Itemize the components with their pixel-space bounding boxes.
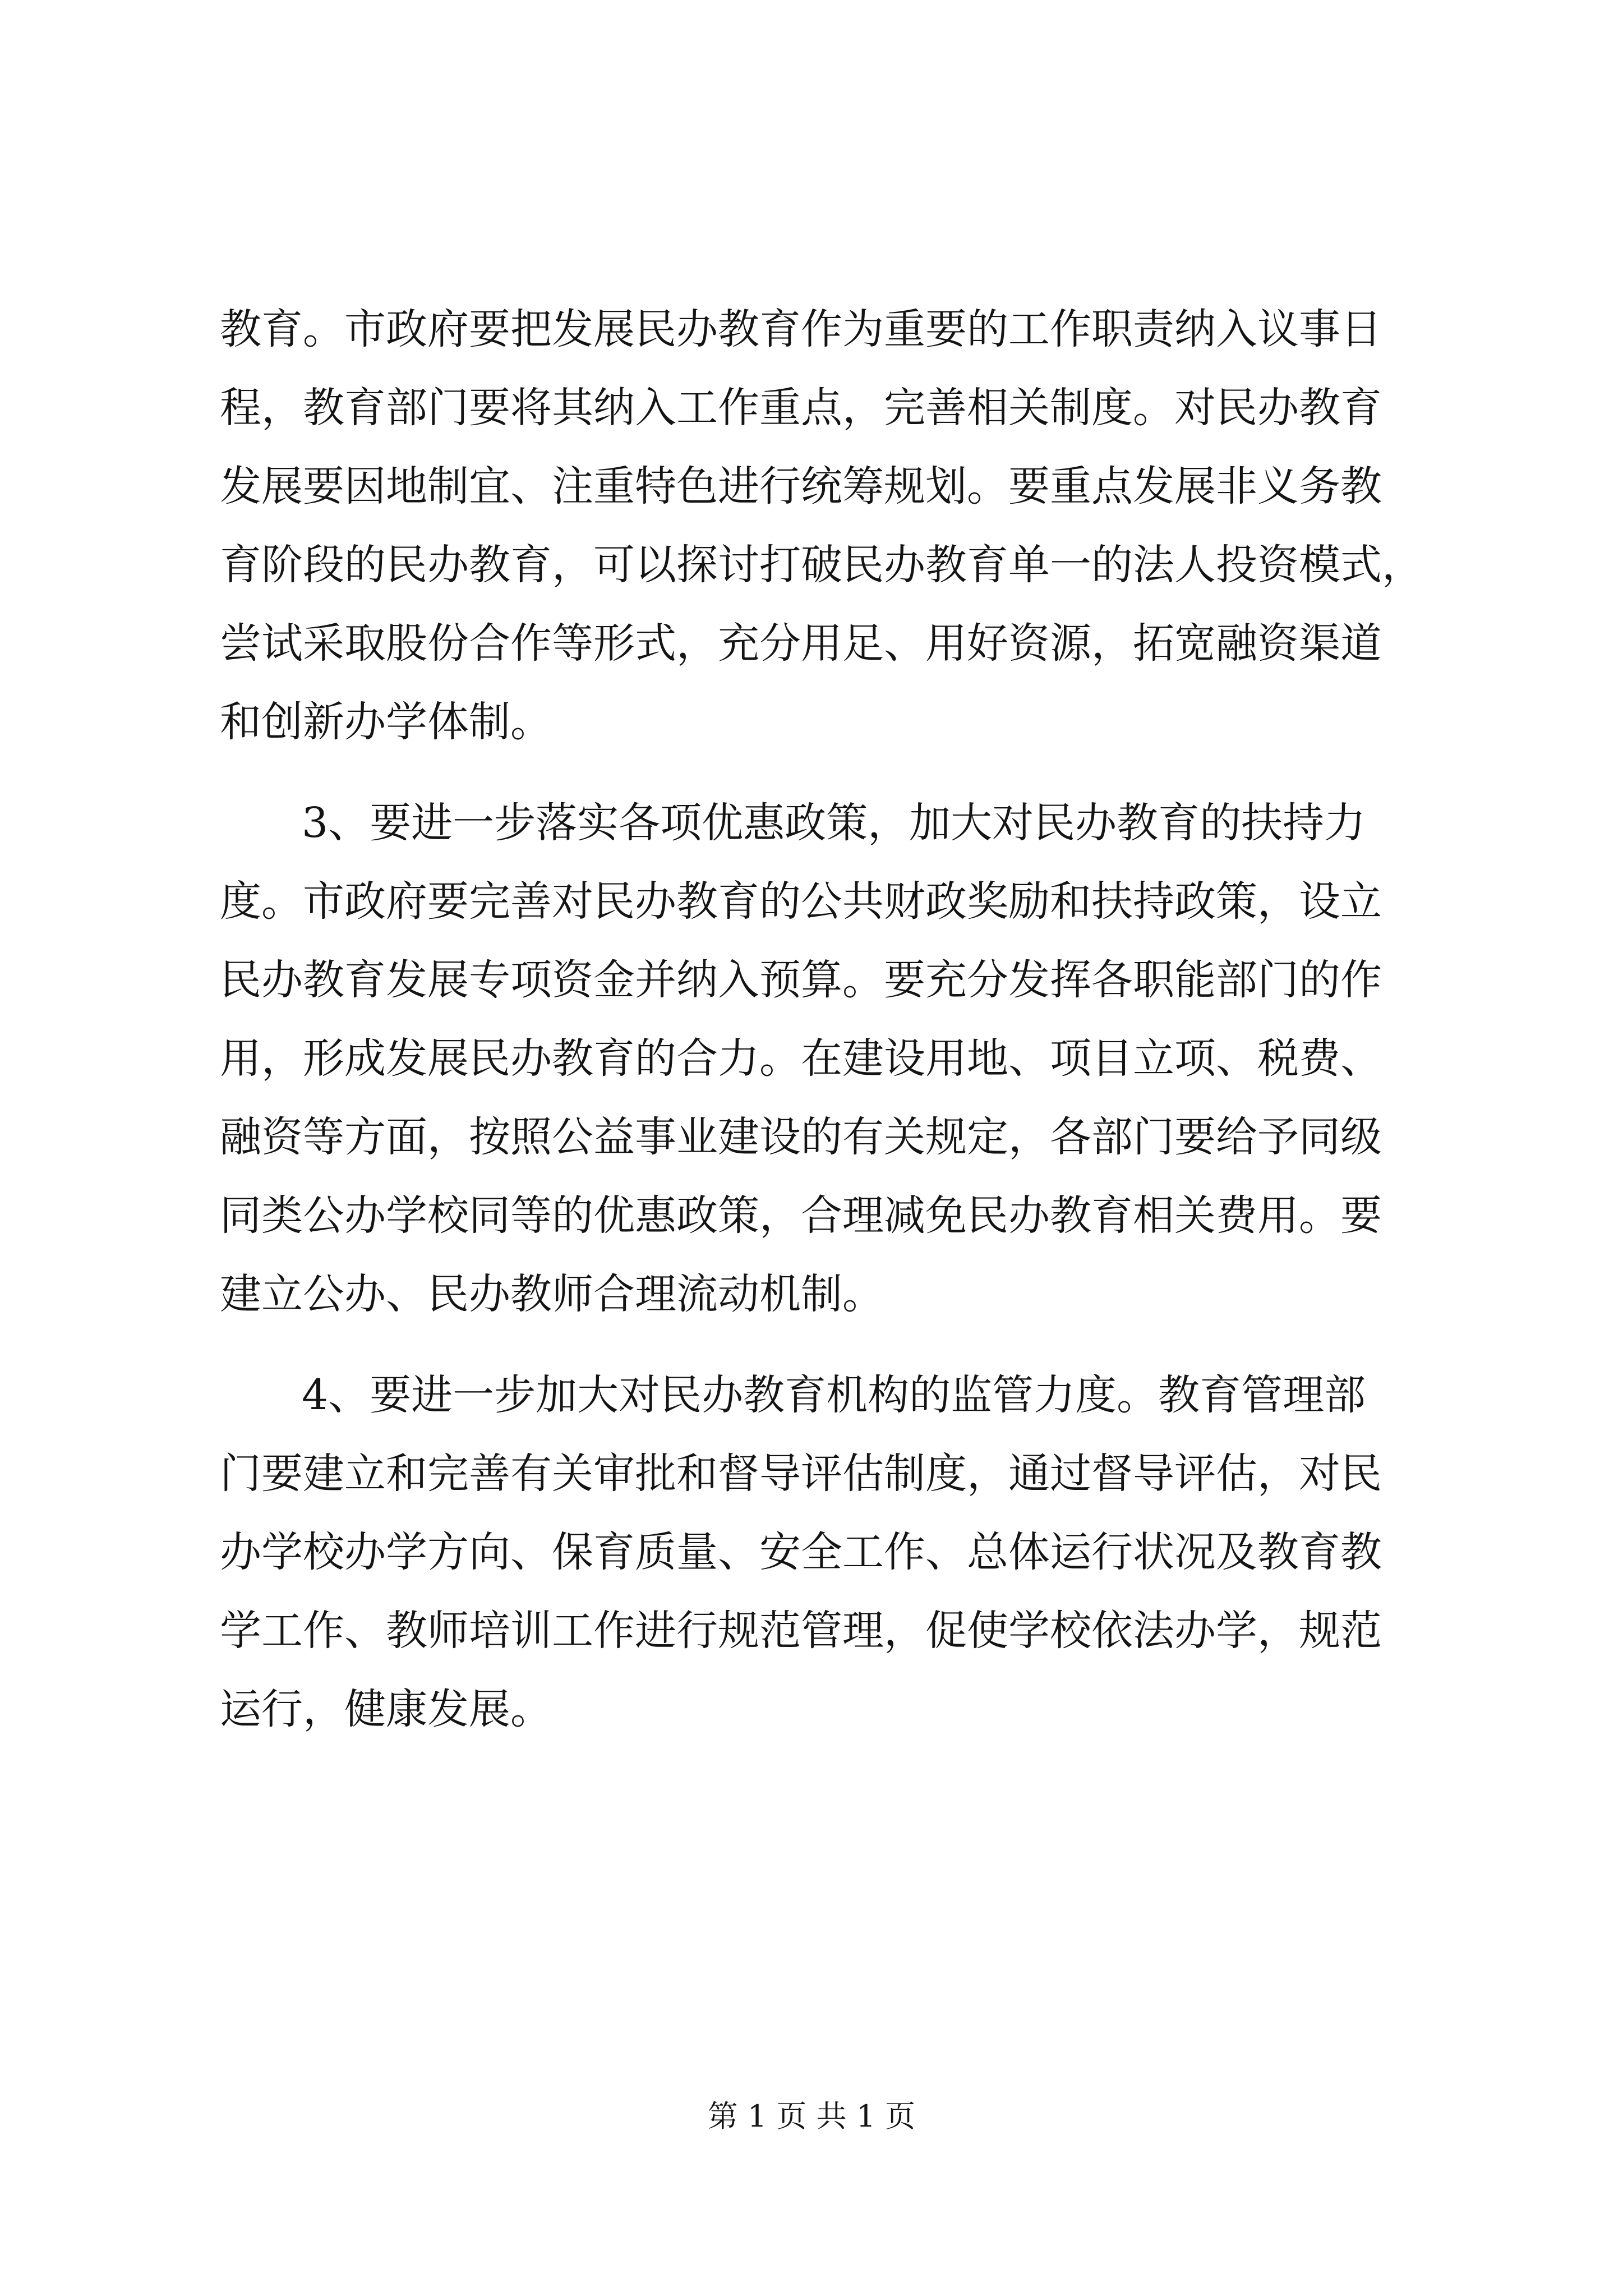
text-line: 融资等方面，按照公益事业建设的有关规定，各部门要给予同级	[220, 1113, 1382, 1161]
text-line: 程，教育部门要将其纳入工作重点，完善相关制度。对民办教育	[220, 384, 1382, 432]
text-line: 门要建立和完善有关审批和督导评估制度，通过督导评估，对民	[220, 1450, 1382, 1498]
paragraph-3-first-line: 3、要进一步落实各项优惠政策，加大对民办教育的扶持力	[302, 799, 1366, 847]
text-line: 和创新办学体制。	[220, 698, 552, 746]
text-line: 育阶段的民办教育，可以探讨打破民办教育单一的法人投资模式，	[220, 541, 1423, 589]
paragraph-4-first-line: 4、要进一步加大对民办教育机构的监管力度。教育管理部	[302, 1371, 1366, 1419]
text-line: 学工作、教师培训工作进行规范管理，促使学校依法办学，规范	[220, 1607, 1382, 1655]
page-number-footer: 第 1 页 共 1 页	[707, 2099, 916, 2134]
text-line: 同类公办学校同等的优惠政策，合理减免民办教育相关费用。要	[220, 1191, 1382, 1240]
text-line: 发展要因地制宜、注重特色进行统筹规划。要重点发展非义务教	[220, 462, 1382, 510]
text-line: 民办教育发展专项资金并纳入预算。要充分发挥各职能部门的作	[220, 956, 1382, 1004]
text-line: 教育。市政府要把发展民办教育作为重要的工作职责纳入议事日	[220, 305, 1382, 353]
text-line: 办学校办学方向、保育质量、安全工作、总体运行状况及教育教	[220, 1528, 1382, 1576]
text-line: 度。市政府要完善对民办教育的公共财政奖励和扶持政策，设立	[220, 877, 1382, 926]
text-line: 运行，健康发展。	[220, 1685, 552, 1733]
text-line: 用，形成发展民办教育的合力。在建设用地、项目立项、税费、	[220, 1034, 1382, 1083]
text-line: 建立公办、民办教师合理流动机制。	[220, 1270, 884, 1318]
text-line: 尝试采取股份合作等形式，充分用足、用好资源，拓宽融资渠道	[220, 619, 1382, 668]
